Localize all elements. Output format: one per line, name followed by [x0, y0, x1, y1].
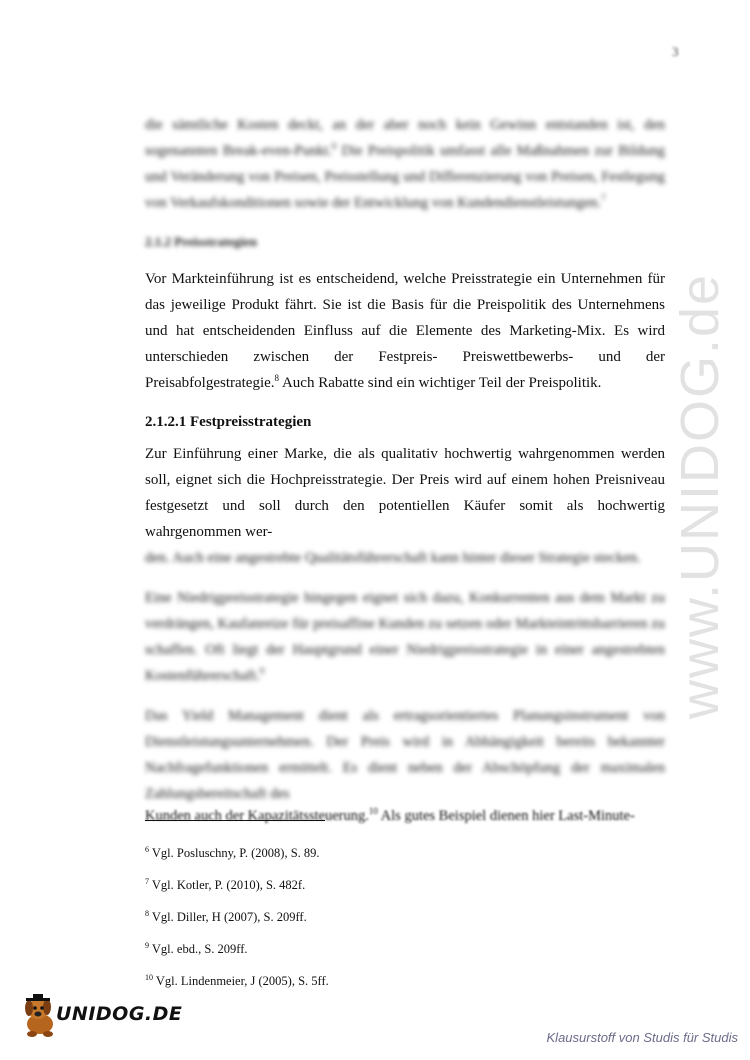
paragraph1-text: Vor Markteinführung ist es entscheidend, welche Preisstrategie ein Unternehmen für das jeweilige Produkt fährt. Sie ist die Basis für die Preispolitik des Unternehmens und hat entscheidenden Einfluss auf die Elemente des Marketing-Mix. Es wird unterschieden zwischen der Festpreis- Preiswettbewerbs- und der Preisabfolgestrategie.	[145, 271, 665, 391]
footnote-number: 7	[145, 876, 149, 886]
footnote-text: Vgl. Kotler, P. (2010), S. 482f.	[151, 878, 306, 892]
subsection-heading: 2.1.2.1 Festpreisstrategien	[145, 414, 312, 430]
footnote-6	[145, 845, 665, 877]
paragraph2-text: Zur Einführung einer Marke, die als qualitativ hochwertig wahrgenommen werden soll, eignet sich die Hochpreisstrategie. Der Preis wird auf einem hohen Preisniveau festgesetzt und soll durch den potentiellen Käufer somit als hochwertig wahrgenommen wer-	[145, 446, 665, 540]
footnote-number: 9	[145, 940, 149, 950]
paragraph-niedrigpreis	[145, 585, 665, 689]
footnote-ref-10: 10	[368, 806, 378, 817]
footnote-number: 6	[145, 844, 149, 854]
paragraph2-blurred-tail: den. Auch eine angestrebte Qualitätsführerschaft kann hinter dieser Strategie stecken.	[145, 550, 641, 566]
unidog-logo[interactable]	[20, 990, 183, 1040]
footnote-text: Vgl. ebd., S. 209ff.	[151, 942, 248, 956]
footnote-ref-9: 9	[259, 666, 265, 677]
watermark-text: www.UNIDOG.de	[670, 272, 730, 720]
section-heading: 2.1.2 Preisstrategien	[145, 234, 258, 249]
intro-text: die sämtliche Kosten deckt, an der aber noch kein Gewinn entstanden ist, den sogenannten Break-even-Punkt.	[145, 117, 665, 159]
footnote-text: Vgl. Diller, H (2007), S. 209ff.	[151, 910, 307, 924]
tagline: Klausurstoff von Studis für Studis	[546, 1030, 738, 1045]
page-content	[145, 112, 665, 829]
footnote-ref-6: 6	[331, 141, 337, 152]
footnote-ref-7: 7	[601, 193, 606, 204]
footnote-7	[145, 877, 665, 909]
paragraph-preisstrategien	[145, 266, 665, 396]
footnote-number: 10	[145, 972, 153, 982]
footnote-number: 8	[145, 908, 149, 918]
paragraph-festpreis	[145, 441, 665, 545]
footnotes	[145, 845, 665, 1005]
intro-text-2: Die Preispolitik umfasst alle Maßnahmen zur Bildung und Veränderung von Preisen, Preisstellung und Differenzierung von Preisen, Festlegung von Verkaufskonditionen sowie der Entwicklung von Kundendienstleistungen.	[145, 143, 665, 211]
page-number: 3	[672, 44, 679, 59]
paragraph4-last-tail: Als gutes Beispiel dienen hier Last-Minute-	[377, 808, 635, 824]
paragraph4-text: Das Yield Management dient als ertragsorientiertes Planungsinstrument von Dienstleistungsunternehmen. Der Preis wird in Abhängigkeit bereits bekannter Nachfragefunktionen ermittelt. Es dient neben der Abschöpfung der maximalen Zahlungsbereitschaft des	[145, 708, 665, 802]
dog-icon	[20, 992, 60, 1038]
paragraph-yield-management	[145, 703, 665, 807]
footnote-8	[145, 909, 665, 941]
footnote-9	[145, 941, 665, 973]
footnote-divider	[145, 820, 325, 821]
paragraph1-tail: Auch Rabatte sind ein wichtiger Teil der Preispolitik.	[279, 375, 602, 391]
footnote-ref-8: 8	[274, 373, 280, 383]
logo-text: UNIDOG.DE	[56, 1003, 183, 1025]
paragraph4-last-line-text: Kunden auch der Kapazitätssteuerung.	[145, 808, 369, 824]
paragraph3-text: Eine Niedrigpreisstrategie hingegen eignet sich dazu, Konkurrenten aus dem Markt zu verdrängen, Kaufanreize für preisaffine Kunden zu setzen oder Markteintrittsbarrieren zu schaffen. Oft liegt der Hauptgrund einer Niedrigpreisstrategie in einer angestrebten Kostenführerschaft.	[145, 590, 665, 684]
footnote-10	[145, 973, 665, 1005]
footnote-text: Vgl. Posluschny, P. (2008), S. 89.	[151, 846, 320, 860]
footnote-text: Vgl. Lindenmeier, J (2005), S. 5ff.	[155, 974, 329, 988]
blurred-intro-paragraph	[145, 112, 665, 216]
paragraph4-last-line	[145, 803, 665, 829]
